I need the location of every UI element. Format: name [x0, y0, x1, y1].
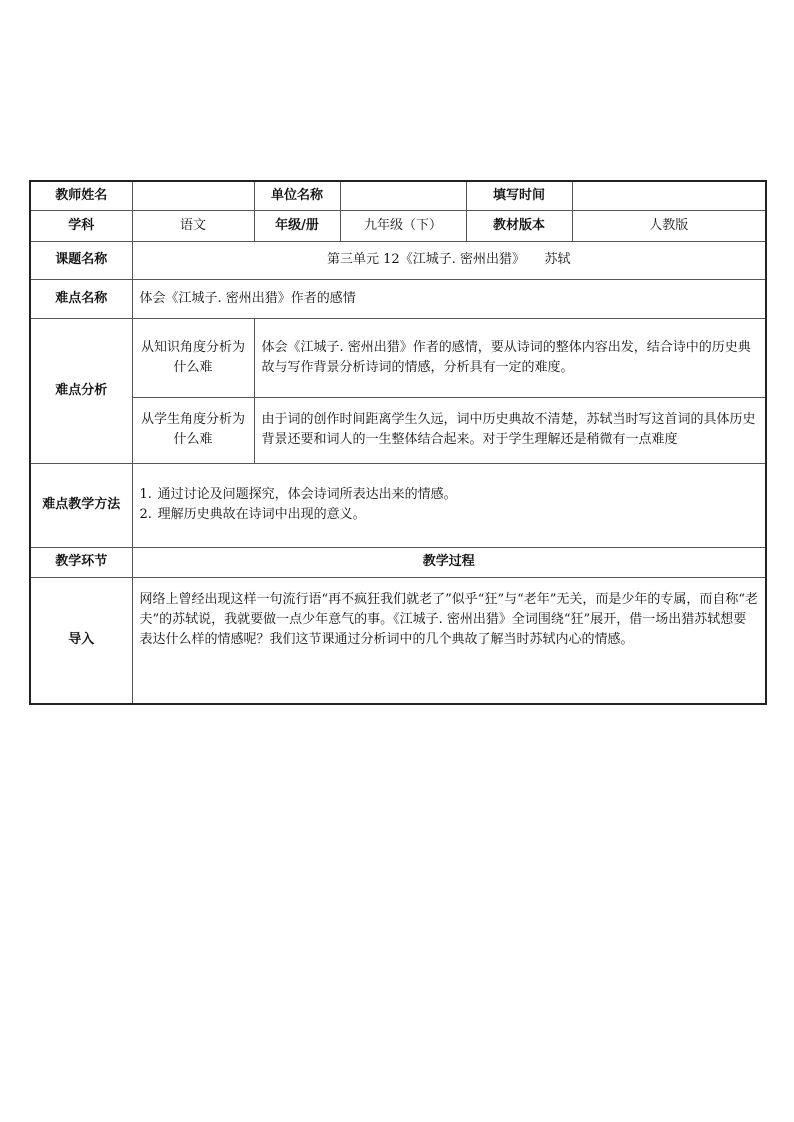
textbook-label: 教材版本: [466, 210, 572, 241]
lesson-row: [30, 241, 766, 279]
lesson-plan-table: [29, 180, 767, 705]
grade-value: 九年级（下）: [340, 210, 466, 241]
info-row: [30, 210, 766, 241]
method-item-number: 2.: [139, 507, 152, 522]
method-label: 难点教学方法: [30, 463, 132, 547]
method-item-number: 1.: [139, 487, 152, 502]
difficulty-row: [30, 279, 766, 318]
teaching-stage-label: 教学环节: [30, 547, 132, 577]
grade-label: 年级/册: [254, 210, 340, 241]
unit-name-label: 单位名称: [254, 181, 340, 210]
intro-row: [30, 577, 766, 704]
header-row: [30, 181, 766, 210]
subject-value: 语文: [132, 210, 254, 241]
method-item-text: 通过讨论及问题探究，体会诗词所表达出来的情感。: [157, 487, 457, 502]
lesson-value: 第三单元 12《江城子. 密州出猎》 苏轼: [132, 241, 766, 279]
intro-text: 网络上曾经出现这样一句流行语“再不疯狂我们就老了”似乎“狂”与“老年”无关，而是少年的专属，而自称“老夫”的苏轼说，我就要做一点少年意气的事。《江城子. 密州出猎》全词围绕“狂”展开，借一场出猎苏轼想要表达什么样的情感呢？我们这节课通过分析词中的几个典故了解当时苏轼内心的情感。: [132, 577, 766, 704]
knowledge-angle-text: 体会《江城子. 密州出猎》作者的感情，要从诗词的整体内容出发，结合诗中的历史典故与写作背景分析诗词的情感，分析具有一定的难度。: [254, 318, 766, 397]
analysis-student-row: [30, 397, 766, 463]
analysis-knowledge-row: [30, 318, 766, 397]
analysis-label: 难点分析: [30, 318, 132, 463]
teacher-name-value[interactable]: [132, 181, 254, 210]
lesson-label: 课题名称: [30, 241, 132, 279]
teaching-process-label: 教学过程: [132, 547, 766, 577]
difficulty-value: 体会《江城子. 密州出猎》作者的感情: [132, 279, 766, 318]
difficulty-label: 难点名称: [30, 279, 132, 318]
intro-label: 导入: [30, 577, 132, 704]
fill-time-label: 填写时间: [466, 181, 572, 210]
method-row: [30, 463, 766, 547]
subject-label: 学科: [30, 210, 132, 241]
textbook-value: 人教版: [572, 210, 766, 241]
student-angle-label: 从学生角度分析为什么难: [132, 397, 254, 463]
method-item: [140, 485, 760, 505]
teacher-name-label: 教师姓名: [30, 181, 132, 210]
unit-name-value[interactable]: [340, 181, 466, 210]
method-item: [140, 505, 760, 525]
fill-time-value[interactable]: [572, 181, 766, 210]
student-angle-text: 由于词的创作时间距离学生久远，词中历史典故不清楚，苏轼当时写这首词的具体历史背景还要和词人的一生整体结合起来。对于学生理解还是稍微有一点难度: [254, 397, 766, 463]
knowledge-angle-label: 从知识角度分析为什么难: [132, 318, 254, 397]
method-list: [132, 463, 766, 547]
process-header-row: [30, 547, 766, 577]
method-item-text: 理解历史典故在诗词中出现的意义。: [157, 507, 366, 522]
